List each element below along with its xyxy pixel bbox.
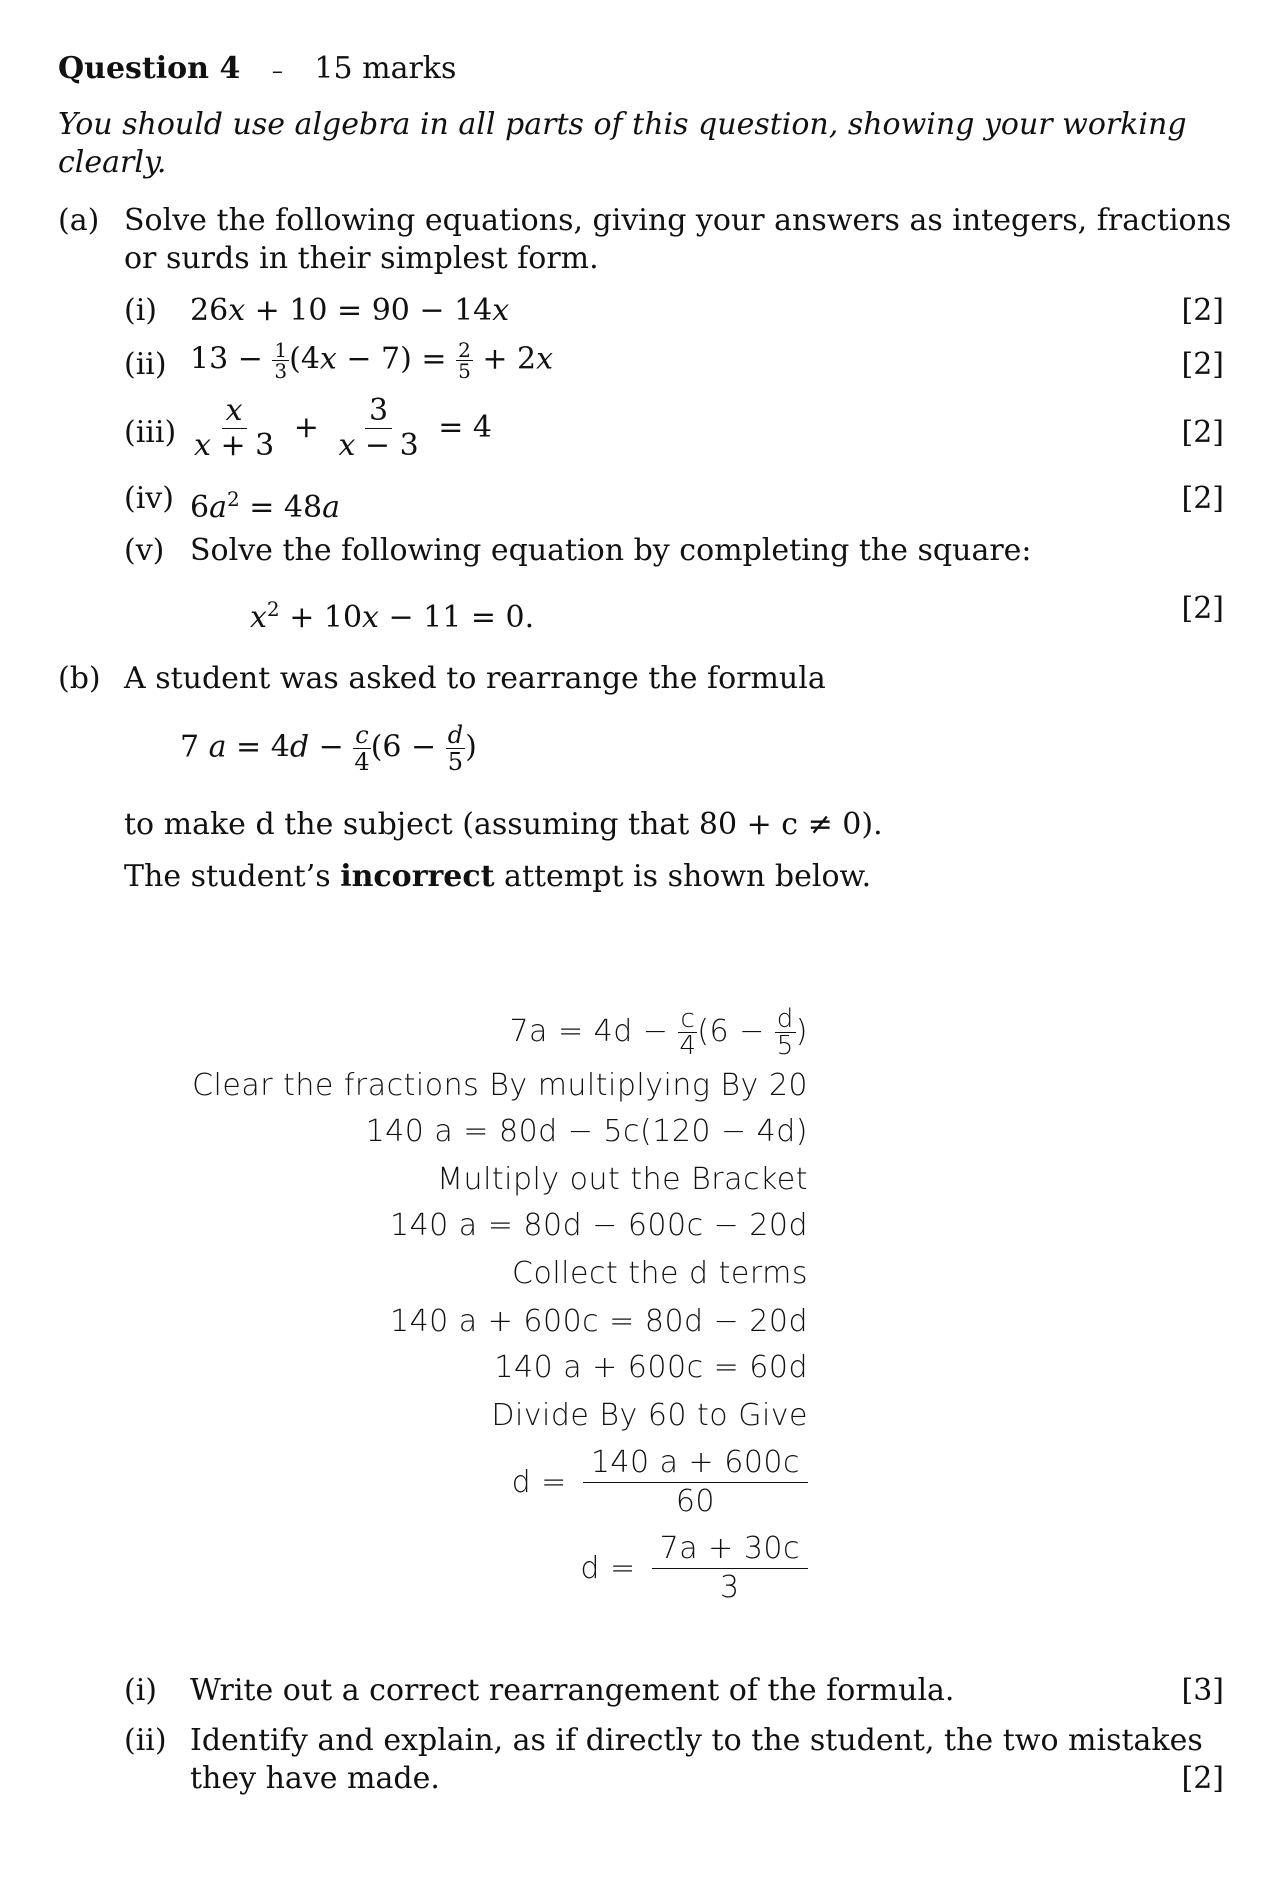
marks-b-i: [3] (1181, 1673, 1224, 1708)
hand-f1-denominator: 60 (675, 1484, 716, 1519)
fraction-x-over-x-plus-3: $\frac{x}{x + 3}$ (194, 393, 275, 463)
hand-f2-numerator: 7a + 30c (652, 1530, 808, 1569)
equation-a-ii: 13 − $\frac{1}{3}$ (4x − 7) = $\frac{2}{5}$ + 2x (190, 338, 554, 383)
item-a-i-label: (i) (124, 293, 158, 328)
hand-f1-fraction (583, 1444, 808, 1521)
item-a-ii-label: (ii) (124, 347, 167, 382)
hand-step-2: Multiply out the Bracket (437, 1162, 808, 1197)
equation-a-iii: $\frac{x}{x + 3}$ + $\frac{3}{x - 3}$ = 4 (190, 394, 492, 463)
item-a-iv-label: (iv) (124, 481, 174, 516)
question-marks: 15 marks (314, 51, 457, 86)
equation-a-i: 26x + 10 = 90 − 14x (190, 293, 510, 328)
hand-equation-5: 140 a + 600c = 60d (494, 1350, 808, 1385)
intro-line-2: clearly. (58, 145, 167, 180)
marks-a-i: [2] (1181, 293, 1224, 328)
attempt-text-post: attempt is shown below. (494, 859, 872, 894)
item-a-iii-label: (iii) (124, 415, 177, 450)
marks-b-ii: [2] (1181, 1761, 1224, 1796)
hand-step-4: Divide By 60 to Give (491, 1398, 808, 1433)
hand-step-1: Clear the fractions By multiplying By 20 (192, 1068, 808, 1103)
hand-fraction-result-1 (512, 1444, 808, 1521)
fraction-d-over-5: $\frac{d}{5}$ (447, 721, 464, 776)
hand-fraction-result-2 (580, 1530, 808, 1607)
part-b-attempt-line (124, 858, 871, 896)
hand-f1-numerator: 140 a + 600c (583, 1444, 808, 1483)
hand-equation-2: 140 a = 80d − 5c(120 − 4d) (365, 1114, 808, 1149)
part-a-text-2: or surds in their simplest form. (124, 241, 599, 276)
item-b-i-label: (i) (124, 1673, 158, 1708)
equation-a-v: $x^2 + 10x - 11 = 0$. (250, 597, 535, 635)
item-a-v-text: Solve the following equation by completing the square: (190, 533, 1032, 568)
heading-dash: – (271, 59, 283, 84)
formula-b: 7 a = 4d − $\frac{c}{4}$ (6 − $\frac{d}{5}$ ) (180, 721, 477, 776)
marks-a-v: [2] (1181, 591, 1224, 626)
item-b-ii-text-1: Identify and explain, as if directly to the student, the two mistakes (190, 1723, 1203, 1758)
question-title: Question 4 (58, 51, 241, 86)
item-a-v-label: (v) (124, 533, 165, 568)
hand-f2-fraction (652, 1530, 808, 1607)
marks-a-ii: [2] (1181, 347, 1224, 382)
part-b-intro: A student was asked to rearrange the formula (124, 661, 826, 696)
hand-fraction-c-over-4: $\frac{c}{4}$ (679, 1004, 697, 1061)
fraction-3-over-x-minus-3: $\frac{3}{x - 3}$ (338, 393, 419, 463)
marks-a-iii: [2] (1181, 415, 1224, 450)
equation-a-iv: $6a^2 = 48a$ (190, 487, 340, 525)
fraction-c-over-4: $\frac{c}{4}$ (354, 721, 370, 776)
item-b-ii-label: (ii) (124, 1723, 167, 1758)
item-b-ii-text-2: they have made. (190, 1761, 440, 1796)
question-heading (58, 50, 456, 91)
intro-line-1: You should use algebra in all parts of this question, showing your working (58, 107, 1187, 142)
hand-f2-denominator: 3 (720, 1570, 740, 1605)
marks-a-iv: [2] (1181, 481, 1224, 516)
hand-step-3: Collect the d terms (512, 1256, 808, 1291)
part-b-subject-line: to make d the subject (assuming that 80 + c ≠ 0). (124, 807, 883, 842)
fraction-two-fifths: $\frac{2}{5}$ (458, 338, 471, 383)
attempt-text-bold: incorrect (340, 859, 495, 894)
hand-f1-lhs: d = (511, 1464, 567, 1500)
item-b-i-text: Write out a correct rearrangement of the formula. (190, 1673, 955, 1708)
hand-equation-3: 140 a = 80d − 600c − 20d (390, 1208, 808, 1243)
hand-f2-lhs: d = (580, 1550, 636, 1586)
fraction-one-third: $\frac{1}{3}$ (274, 338, 288, 383)
part-a-label: (a) (58, 203, 100, 238)
hand-equation-4: 140 a + 600c = 80d − 20d (390, 1304, 808, 1339)
part-b-label: (b) (58, 661, 101, 696)
hand-equation-1: 7a = 4d − $\frac{c}{4}$ (6 − $\frac{d}{5}$ ) (509, 1004, 808, 1061)
part-a-text-1: Solve the following equations, giving your answers as integers, fractions (124, 203, 1232, 238)
attempt-text-pre: The student’s (124, 859, 341, 894)
hand-fraction-d-over-5: $\frac{d}{5}$ (776, 1004, 794, 1061)
